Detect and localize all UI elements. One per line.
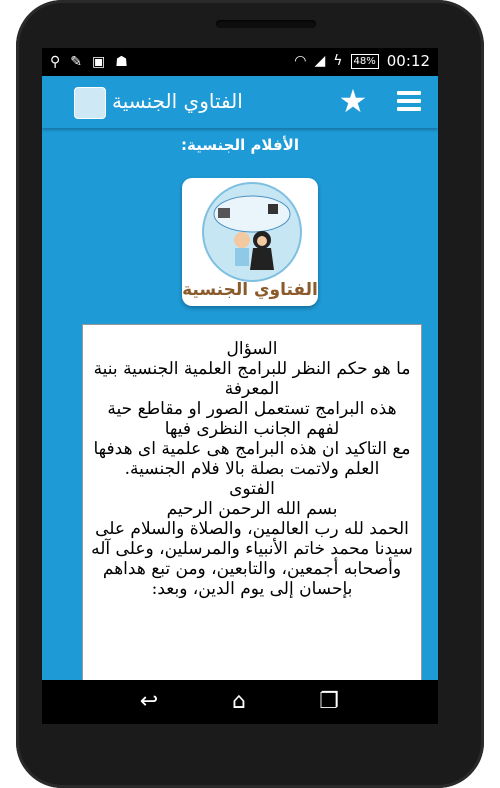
text-line: بسم الله الرحمن الرحيم bbox=[166, 499, 338, 519]
home-icon[interactable]: ⌂ bbox=[232, 689, 246, 714]
section-heading: الأفلام الجنسية: bbox=[181, 136, 299, 154]
text-line: مع التاكيد ان هذه البرامج هى علمية اى هدفها العلم ولاتمت بصلة بالا فلام الجنسية. bbox=[93, 439, 411, 479]
status-bar bbox=[42, 48, 438, 76]
signal-icon: ◢ bbox=[314, 53, 326, 69]
screen bbox=[42, 48, 438, 724]
navigation-bar bbox=[42, 680, 438, 724]
clock: 00:12 bbox=[386, 52, 430, 70]
android-icon: ☗ bbox=[115, 54, 128, 70]
menu-icon[interactable] bbox=[397, 91, 421, 113]
app-title: الفتاوي الجنسية bbox=[112, 89, 243, 113]
text-line: هذه البرامج تستعمل الصور او مقاطع حية لفهم الجانب النظرى فيها bbox=[107, 399, 397, 439]
cleaner-icon: ✎ bbox=[70, 54, 82, 70]
back-icon[interactable]: ↩ bbox=[139, 689, 159, 714]
earpiece-speaker bbox=[216, 20, 316, 28]
usb-icon: ⚲ bbox=[50, 54, 61, 70]
fatwa-text bbox=[83, 325, 421, 599]
text-line: الفتوى bbox=[229, 479, 275, 499]
favorite-star-icon[interactable]: ★ bbox=[338, 82, 368, 120]
app-logo-image bbox=[182, 178, 318, 306]
logo-caption: الفتاوي الجنسية bbox=[182, 280, 318, 300]
battery-indicator: 48% bbox=[351, 54, 379, 69]
text-line: ما هو حكم النظر للبرامج العلمية الجنسية بنية المعرفة bbox=[93, 359, 411, 399]
text-line: الحمد لله رب العالمين، والصلاة والسلام على سيدنا محمد خاتم الأنبياء والمرسلين، وعلى آله وأصحابه أجمعين، والتابعين، ومن تبع هداهم بإحسان إلى يوم الدين، وبعد: bbox=[91, 519, 413, 599]
wifi-icon: ◠ bbox=[294, 53, 307, 69]
recent-apps-icon[interactable]: ❐ bbox=[319, 689, 339, 714]
text-line: السؤال bbox=[226, 339, 278, 359]
logo-illustration bbox=[202, 182, 302, 282]
fatwa-text-panel[interactable] bbox=[82, 324, 422, 724]
action-bar bbox=[42, 76, 438, 128]
charging-icon: ϟ bbox=[333, 53, 343, 69]
app-icon[interactable] bbox=[74, 87, 106, 119]
shop-bag-icon: ▣ bbox=[92, 54, 106, 70]
